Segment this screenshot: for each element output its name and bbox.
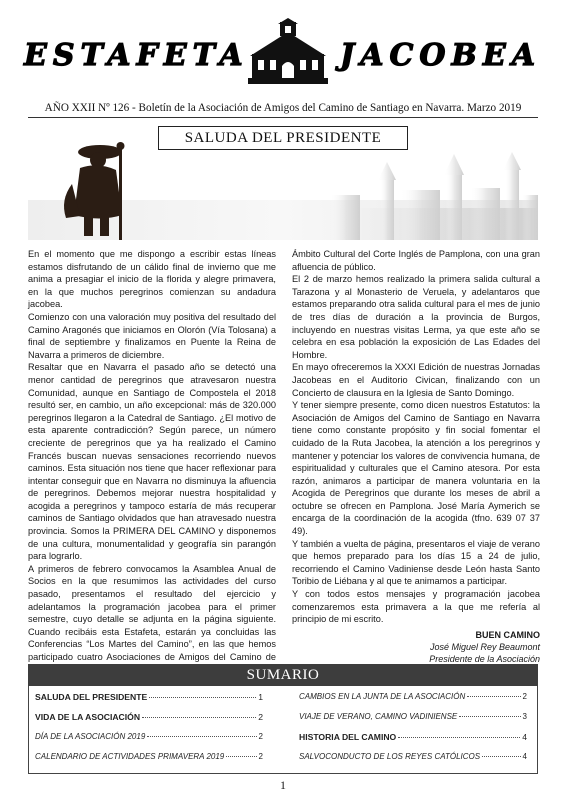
sumario-entry-label: SALVOCONDUCTO DE LOS REYES CATÓLICOS [299, 752, 481, 761]
signature [292, 629, 540, 665]
dot-leader [149, 697, 256, 698]
page-number: 1 [280, 778, 286, 792]
sumario-entry[interactable] [299, 732, 527, 752]
masthead [0, 18, 566, 94]
paragraph: Comienzo con una valoración muy positiva del resultado del Camino Aragonés que iniciamos en Olorón (Vía Tolosana) a final de septiembre y finalizamos en Puente la Reina de Navarra a primeros de diciembre. [28, 311, 276, 360]
masthead-title-left: ESTAFETA [24, 38, 249, 73]
divider [28, 117, 538, 118]
sumario-entry-label: SALUDA DEL PRESIDENTE [35, 692, 148, 702]
sumario-entry-page: 2 [258, 752, 263, 761]
sumario-entry-label: CAMBIOS EN LA JUNTA DE LA ASOCIACIÓN [299, 692, 466, 701]
issue-subtitle: AÑO XXII Nº 126 - Boletín de la Asociación de Amigos del Camino de Santiago en Navarra. Marzo 2019 [44, 102, 522, 114]
sumario-entry[interactable] [299, 712, 527, 732]
dot-leader [226, 756, 256, 757]
sumario-entry-label: DÍA DE LA ASOCIACIÓN 2019 [35, 732, 146, 741]
section-title: SALUDA DEL PRESIDENTE [158, 126, 408, 150]
sumario-entry[interactable] [35, 692, 263, 712]
sumario-entry-label: VIAJE DE VERANO, CAMINO VADINIENSE [299, 712, 458, 721]
paragraph: El 2 de marzo hemos realizado la primera salida cultural a Tarazona y al Monasterio de Veruela, y adelantaros que estamos preparando otra salida cultural para el mes de junio de tres días de duración a la provincia de Burgos, incluyendo en nuestras visitas Lerma, ya que este año se celebra en esa población la exposición de Las Edades del Hombre. [292, 274, 540, 360]
sumario-right-column [299, 692, 527, 772]
paragraph: Y también a vuelta de página, presentaros el viaje de verano que hemos preparado para los días 15 a 24 de julio, recorriendo el Camino Vadiniense desde León hasta Santo Toribio de Liébana y al que te animamos a participar. [292, 538, 540, 587]
sumario-entry[interactable] [35, 732, 263, 752]
paragraph: En el momento que me dispongo a escribir estas líneas estamos disfrutando de un cálido final de invierno que me anima a presagiar el inicio de la florida y alegre primavera, en la que muchos peregrinos comienzan su andadura jacobea. [28, 249, 276, 310]
church-logo-icon [246, 18, 330, 88]
article-left-column [28, 248, 276, 676]
sumario-entry-label: HISTORIA DEL CAMINO [299, 732, 397, 742]
sumario-entry-label: CALENDARIO DE ACTIVIDADES PRIMAVERA 2019 [35, 752, 225, 761]
paragraph: Y tener siempre presente, como dicen nuestros Estatutos: la Asociación de Amigos del Camino de Santiago en Navarra tiene como constante propósito y fin social fomentar el cuidado de la Ruta Jacobea, la atención a los peregrinos y mantener y potenciar los valores de convivencia humana, de espiritualidad y culturales que el Camino atesora. Por esta razón, animaros a participar de manera voluntaria en la Acogida de Peregrinos que durante los meses de abril a octubre se ofrecen en Pamplona. José María Aymerich se encarga de la coordinación de la acogida (tfno. 639 07 37 49). [292, 400, 540, 537]
sumario-title: SUMARIO [28, 664, 538, 686]
sumario-left-column [35, 692, 263, 772]
sumario-entry[interactable] [35, 752, 263, 772]
sumario-entry[interactable] [35, 712, 263, 732]
signature-role: Presidente de la Asociación [429, 653, 540, 664]
sumario-entry-page: 3 [522, 712, 527, 721]
article-right-column [292, 248, 540, 665]
dot-leader [398, 737, 520, 738]
sumario-entry-page: 2 [258, 712, 263, 722]
paragraph: Ámbito Cultural del Corte Inglés de Pamplona, con una gran afluencia de público. [292, 249, 540, 272]
sumario-entry-page: 4 [522, 752, 527, 761]
dot-leader [459, 716, 520, 717]
paragraph: A primeros de febrero convocamos la Asamblea Anual de Socios en la que resumimos las actividades del curso pasado, presentamos el resultado del ejercicio y adelantamos la programación jacobea para el primer semestre, cuyo detalle se adjunta en la página siguiente. Cuando recibáis esta Estafeta, estarán ya concluidas las Conferencias “Los Martes del Camino”, en las que hemos participado cuatro Asociaciones de Amigos del Camino de [28, 563, 276, 662]
dot-leader [142, 717, 256, 718]
sumario-entry-page: 4 [522, 732, 527, 742]
signature-closing: BUEN CAMINO [475, 629, 540, 640]
paragraph: Y con todos estos mensajes y programación jacobea comenzaremos esta primavera a la que me refería al principio de mi escrito. [292, 589, 540, 625]
sumario-entry-page: 2 [258, 732, 263, 741]
masthead-title-right: JACOBEA [340, 38, 541, 73]
sumario-entry-label: VIDA DE LA ASOCIACIÓN [35, 712, 141, 722]
signature-name: José Miguel Rey Beaumont [429, 641, 540, 652]
dot-leader [482, 756, 520, 757]
dot-leader [467, 696, 520, 697]
paragraph: En mayo ofreceremos la XXXI Edición de nuestras Jornadas Jacobeas en el Auditorio Civican, finalizando con un Concierto de clausura en la Iglesia de Santo Domingo. [292, 362, 540, 398]
sumario-entry[interactable] [299, 752, 527, 772]
pilgrim-and-skyline-illustration [0, 140, 566, 245]
sumario-box [28, 686, 538, 774]
sumario-entry-page: 1 [258, 692, 263, 702]
paragraph: Resaltar que en Navarra el pasado año se detectó una menor cantidad de peregrinos que atravesaron nuestra Comunidad, aunque en Santiago de Compostela el 2018 resultó ser, en cambio, un año excepcional: más de 320.000 peregrinos llegaron a la Catedral de Santiago. ¿El motivo de esta aparente contradicción? Según parece, un número creciente de peregrinos que ya ha realizado el Camino Francés buscan nuevas sensaciones recorriendo nuevos caminos. Esta situación nos tiene que hacer reflexionar para intentar conseguir que en Navarra no disminuya la afluencia de peregrinos. Debemos mejorar nuestra hospitalidad y acogida a peregrinos y tampoco estaría de más recuperar caminos de Santiago olvidados que han atravesado nuestra provincia. Somos la PRIMERA DEL CAMINO y disponemos de una cultura, monumentalidad y geografía sin parangón para lograrlo. [28, 362, 276, 562]
sumario-entry[interactable] [299, 692, 527, 712]
sumario-entry-page: 2 [522, 692, 527, 701]
dot-leader [147, 736, 256, 737]
